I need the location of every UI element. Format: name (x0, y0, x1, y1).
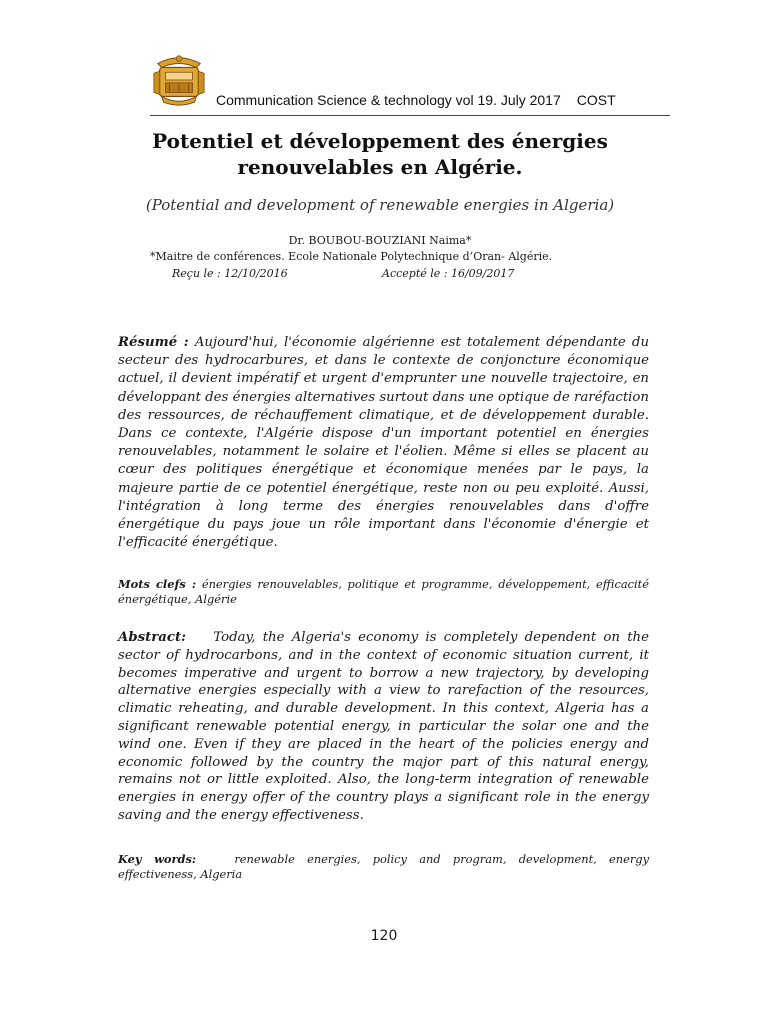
abstract-label: Abstract: (118, 630, 187, 645)
paper-title (120, 128, 640, 180)
author-name: Dr. BOUBOU-BOUZIANI Naima* (288, 234, 472, 247)
author-affiliation: *Maitre de conférences. Ecole Nationale Polytechnique d’Oran- Algérie. (150, 250, 553, 263)
submission-dates (172, 267, 515, 280)
keywords-text: renewable energies, policy and program, development, energy effectiveness, Algeria (118, 852, 650, 881)
journal-tag: COST (576, 92, 616, 108)
abstract-paragraph (118, 629, 649, 825)
english-subtitle: (Potential and development of renewable energies in Algeria) (145, 196, 615, 214)
abstract-text: Today, the Algeria's economy is completely dependent on the sector of hydrocarbons, and in the context of economic situation current, it becomes imperative and urgent to borrow a new trajectory, by developing alternative energies especially with a view to rarefaction of the resources, climatic reheating, and durable development. In this context, Algeria has a significant renewable potential energy, in particular the solar one and the wind one. Even if they are placed in the heart of the policies energy and economic followed by the country the major part of this natural energy, remains not or little exploited. Also, the long-term integration of renewable energies in energy offer of the country plays a significant role in the energy saving and the energy effectiveness. (118, 630, 649, 823)
university-emblem-icon (150, 50, 208, 108)
journal-name: Communication Science & technology vol 19. July 2017 (216, 92, 561, 108)
journal-header (216, 92, 616, 108)
mots-clefs-label: Mots clefs : (118, 577, 197, 591)
page-number: 120 (370, 928, 398, 944)
title-line-1: Potentiel et développement des énergies (152, 129, 608, 153)
mots-clefs-text: énergies renouvelables, politique et programme, développement, efficacité énergétique, Algérie (118, 577, 650, 606)
received-date: Reçu le : 12/10/2016 (172, 267, 288, 280)
keywords-label: Key words: (118, 852, 197, 866)
accepted-date: Accepté le : 16/09/2017 (382, 267, 515, 280)
keywords-paragraph (118, 852, 649, 882)
mots-clefs-paragraph (118, 577, 649, 607)
resume-text: Aujourd'hui, l'économie algérienne est totalement dépendante du secteur des hydrocarbures, et dans le contexte de conjoncture économique actuel, il devient impératif et urgent d'emprunter une nouvelle trajectoire, en développant des énergies alternatives surtout dans une optique de raréfaction des ressources, de réchauffement climatique, et de développement durable. Dans ce contexte, l'Algérie dispose d'un important potentiel en énergies renouvelables, notamment le solaire et l'éolien. Même si elles se placent au cœur des politiques énergétique et économique menées par le pays, la majeure partie de ce potentiel énergétique, reste non ou peu exploité. Aussi, l'intégration à long terme des énergies renouvelables dans d'offre énergétique du pays joue un rôle important dans l'économie d'énergie et l'efficacité énergétique. (118, 335, 650, 551)
resume-paragraph (118, 334, 649, 552)
header-rule (150, 115, 670, 116)
title-line-2: renouvelables en Algérie. (237, 155, 523, 179)
resume-label: Résumé : (118, 335, 189, 350)
